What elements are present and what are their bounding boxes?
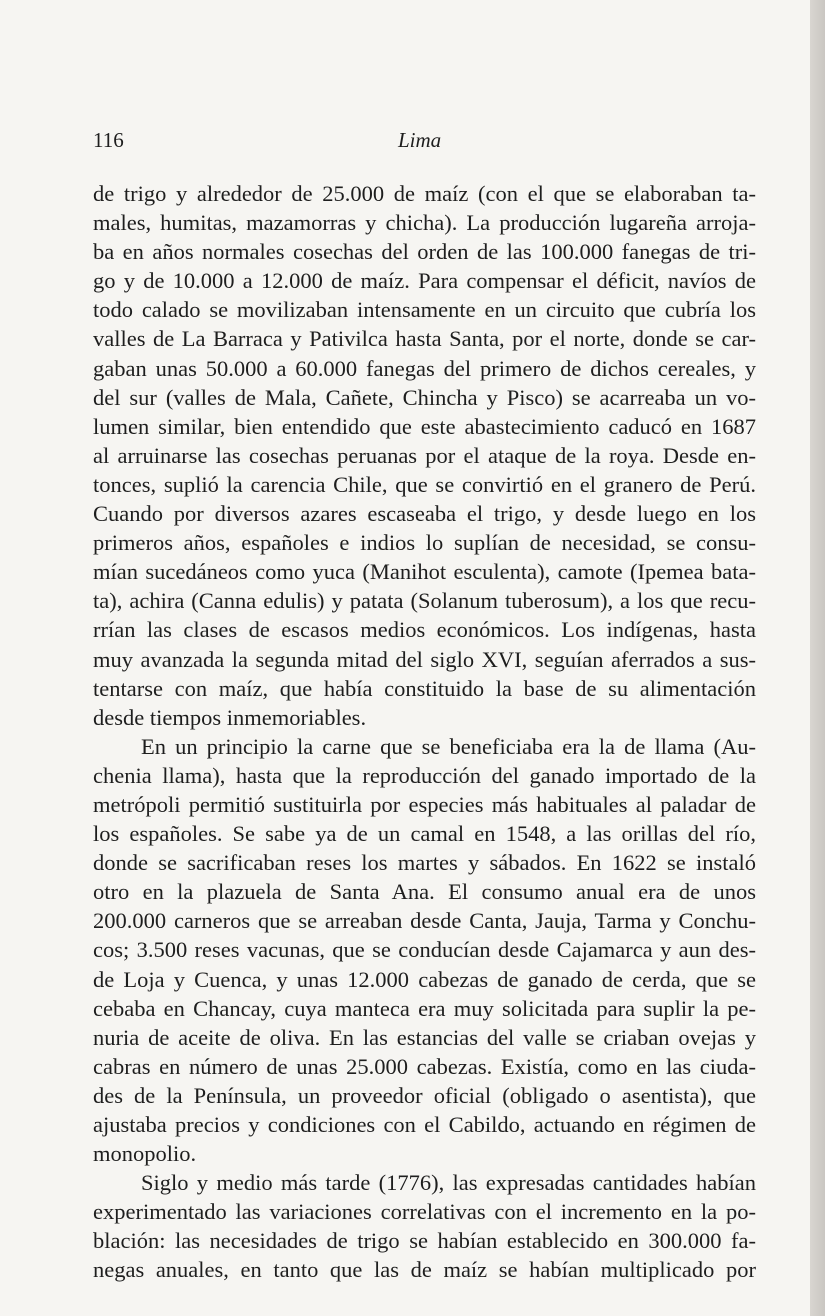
text-line: primeros años, españoles e indios lo suplían de necesidad, se consu-	[93, 530, 756, 556]
text-line: gaban unas 50.000 a 60.000 fanegas del primero de dichos cereales, y	[93, 355, 756, 381]
text-line: monopolio.	[93, 1141, 197, 1167]
page-header	[93, 128, 756, 158]
text-line: cos; 3.500 reses vacunas, que se conducían desde Cajamarca y aun des-	[93, 937, 756, 963]
text-line: los españoles. Se sabe ya de un camal en 1548, a las orillas del río,	[93, 821, 756, 847]
text-line: go y de 10.000 a 12.000 de maíz. Para compensar el déficit, navíos de	[93, 268, 756, 294]
text-line: ta), achira (Canna edulis) y patata (Solanum tuberosum), a los que recu-	[93, 588, 756, 614]
text-line: cebaba en Chancay, cuya manteca era muy solicitada para suplir la pe-	[93, 995, 756, 1021]
text-line: En un principio la carne que se beneficiaba era la de llama (Au-	[141, 733, 756, 759]
text-line: desde tiempos inmemoriables.	[93, 704, 367, 730]
text-line: nuria de aceite de oliva. En las estancias del valle se criaban ovejas y	[93, 1024, 756, 1050]
text-line: Cuando por diversos azares escaseaba el trigo, y desde luego en los	[93, 501, 756, 527]
text-line: lumen similar, bien entendido que este abastecimiento caducó en 1687	[93, 413, 756, 439]
text-line: experimentado las variaciones correlativas con el incremento en la po-	[93, 1199, 756, 1225]
text-line: de trigo y alrededor de 25.000 de maíz (con el que se elaboraban ta-	[93, 181, 756, 206]
text-line: ajustaba precios y condiciones con el Cabildo, actuando en régimen de	[93, 1112, 756, 1137]
text-line: chenia llama), hasta que la reproducción del ganado importado de la	[93, 762, 756, 788]
text-line: del sur (valles de Mala, Cañete, Chincha y Pisco) se acarreaba un vo-	[93, 384, 756, 410]
text-line: muy avanzada la segunda mitad del siglo XVI, seguían aferrados a sus-	[93, 646, 756, 672]
text-line: ba en años normales cosechas del orden de las 100.000 fanegas de tri-	[93, 239, 756, 265]
running-head: Lima	[398, 128, 442, 152]
text-line: males, humitas, mazamorras y chicha). La producción lugareña arroja-	[93, 210, 756, 236]
text-line: blación: las necesidades de trigo se habían establecido en 300.000 fa-	[93, 1228, 756, 1254]
text-line: Siglo y medio más tarde (1776), las expresadas cantidades habían	[141, 1170, 756, 1196]
text-line: valles de La Barraca y Pativilca hasta Santa, por el norte, donde se car-	[93, 326, 756, 352]
text-line: 200.000 carneros que se arreaban desde Canta, Jauja, Tarma y Conchu-	[93, 908, 756, 934]
text-line: cabras en número de unas 25.000 cabezas. Existía, como en las ciuda-	[93, 1053, 756, 1079]
page-number: 116	[93, 128, 124, 152]
text-line: al arruinarse las cosechas peruanas por el ataque de la roya. Desde en-	[93, 442, 756, 468]
text-line: rrían las clases de escasos medios económicos. Los indígenas, hasta	[93, 617, 756, 643]
text-line: metrópoli permitió sustituirla por especies más habituales al paladar de	[93, 791, 756, 817]
text-line: tentarse con maíz, que había constituido la base de su alimentación	[93, 675, 756, 701]
text-line: mían sucedáneos como yuca (Manihot esculenta), camote (Ipemea bata-	[93, 559, 756, 585]
text-line: des de la Península, un proveedor oficial (obligado o asentista), que	[93, 1082, 756, 1108]
page-edge	[810, 0, 825, 1316]
text-line: negas anuales, en tanto que las de maíz se habían multiplicado por	[93, 1257, 756, 1283]
text-line: de Loja y Cuenca, y unas 12.000 cabezas de ganado de cerda, que se	[93, 966, 756, 992]
text-line: otro en la plazuela de Santa Ana. El consumo anual era de unos	[93, 879, 756, 905]
body-text	[93, 179, 756, 1285]
text-line: todo calado se movilizaban intensamente en un circuito que cubría los	[93, 297, 756, 323]
text-line: donde se sacrificaban reses los martes y sábados. En 1622 se instaló	[93, 850, 756, 876]
text-line: tonces, suplió la carencia Chile, que se convirtió en el granero de Perú.	[93, 471, 756, 497]
